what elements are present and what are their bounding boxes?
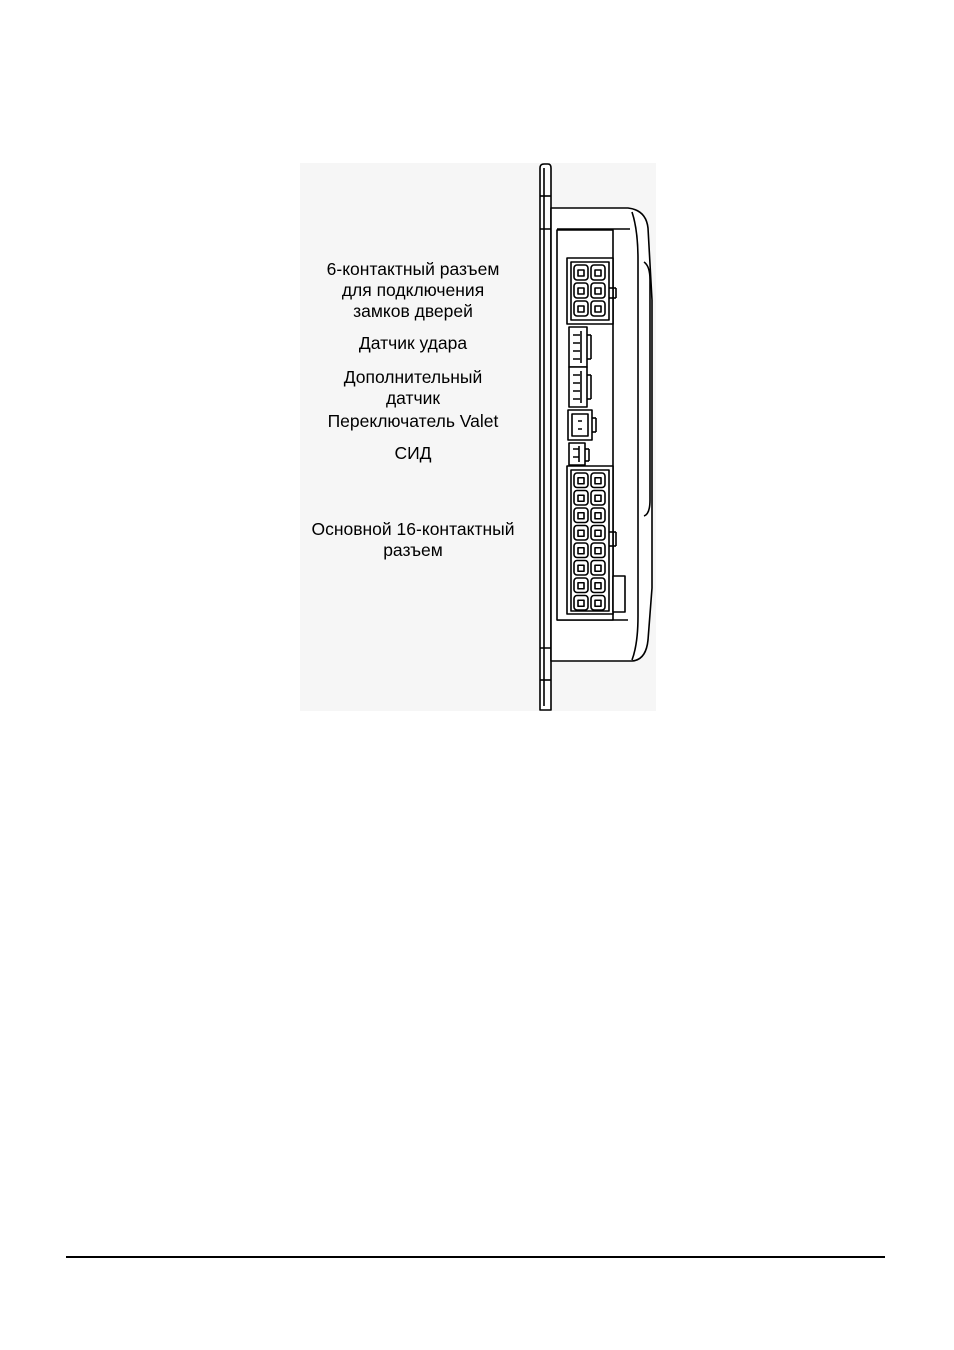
label-shock-sensor: Датчик удара bbox=[358, 333, 468, 353]
valet-switch-connector bbox=[568, 410, 596, 440]
label-door-lock-connector: 6-контактный разъем для подключения замков дверей bbox=[326, 259, 500, 321]
footer-rule bbox=[66, 1256, 885, 1258]
label-valet-switch: Переключатель Valet bbox=[327, 411, 499, 431]
alarm-unit-side-view bbox=[530, 160, 660, 716]
label-led: СИД bbox=[394, 443, 432, 463]
label-main-connector: Основной 16-контактный разъем bbox=[311, 519, 515, 560]
shock-sensor-connector bbox=[569, 327, 591, 367]
aux-sensor-connector bbox=[569, 367, 591, 407]
label-aux-sensor: Дополнительный датчик bbox=[343, 367, 483, 408]
